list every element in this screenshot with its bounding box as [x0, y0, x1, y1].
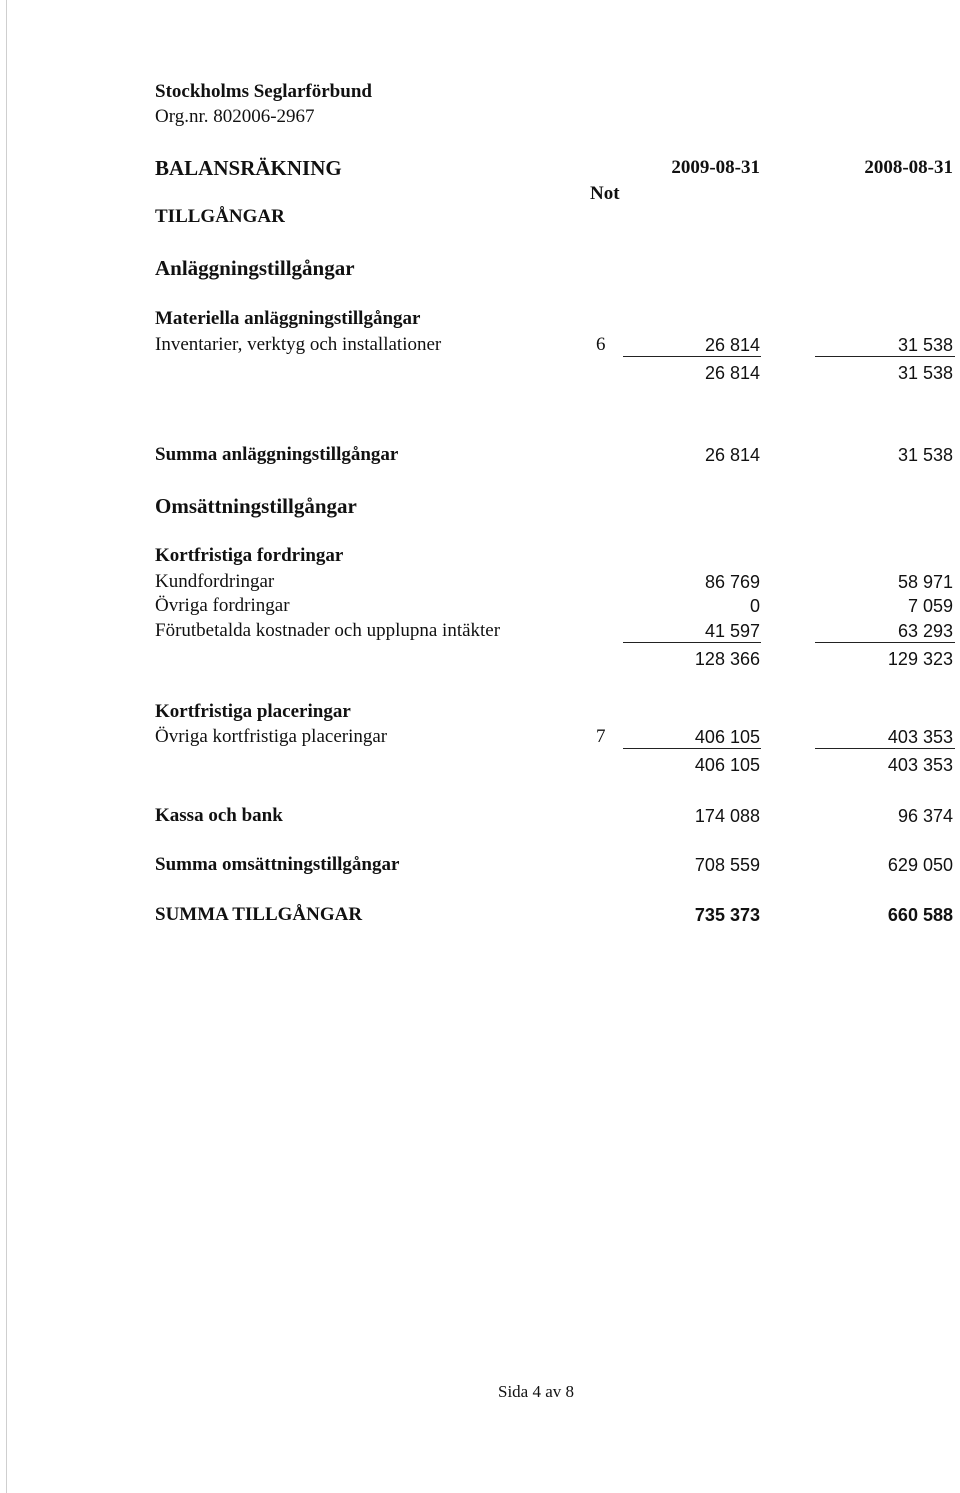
tangible-assets-heading: Materiella anläggningstillgångar [155, 308, 421, 329]
page-number: Sida 4 av 8 [498, 1382, 575, 1401]
column-header-2009: 2009-08-31 [671, 157, 760, 178]
subtotal-2009: 26 814 [704, 363, 760, 383]
org-nr: Org.nr. 802006-2967 [155, 106, 315, 127]
underline [623, 748, 761, 749]
fixed-assets-heading: Anläggningstillgångar [155, 256, 355, 280]
column-header-not: Not [590, 183, 620, 204]
current-assets-total-label: Summa omsättningstillgångar [155, 854, 400, 875]
underline [815, 748, 955, 749]
cash-2009: 174 088 [694, 806, 760, 826]
row-label-ovriga-fordringar: Övriga fordringar [155, 595, 290, 616]
underline [815, 356, 955, 357]
value-2009: 41 597 [704, 621, 760, 641]
column-header-2008: 2008-08-31 [864, 157, 953, 178]
subtotal-2008: 129 323 [887, 649, 953, 669]
total-assets-2009: 735 373 [694, 905, 760, 925]
receivables-heading: Kortfristiga fordringar [155, 545, 344, 566]
row-label-ovriga-placeringar: Övriga kortfristiga placeringar [155, 726, 388, 747]
value-2008: 403 353 [887, 727, 953, 747]
value-2008: 7 059 [907, 596, 953, 616]
row-label-inventarier: Inventarier, verktyg och installationer [155, 334, 442, 355]
fixed-assets-total-label: Summa anläggningstillgångar [155, 444, 399, 465]
note-ref-6: 6 [596, 334, 606, 355]
fixed-assets-total-2009: 26 814 [704, 445, 760, 465]
org-name: Stockholms Seglarförbund [155, 81, 372, 102]
current-assets-heading: Omsättningstillgångar [155, 494, 357, 518]
page-edge [6, 0, 7, 1493]
investments-heading: Kortfristiga placeringar [155, 701, 351, 722]
total-assets-2008: 660 588 [887, 905, 953, 925]
value-2008: 31 538 [897, 335, 953, 355]
underline [815, 642, 955, 643]
value-2008: 63 293 [897, 621, 953, 641]
value-2009: 86 769 [704, 572, 760, 592]
cash-label: Kassa och bank [155, 805, 283, 826]
row-label-forutbetalda: Förutbetalda kostnader och upplupna intäkter [155, 620, 501, 641]
row-label-kundfordringar: Kundfordringar [155, 571, 275, 592]
current-assets-total-2009: 708 559 [694, 855, 760, 875]
current-assets-total-2008: 629 050 [887, 855, 953, 875]
underline [623, 642, 761, 643]
value-2009: 26 814 [704, 335, 760, 355]
subtotal-2009: 128 366 [694, 649, 760, 669]
page-title: BALANSRÄKNING [155, 156, 342, 180]
total-assets-label: SUMMA TILLGÅNGAR [155, 904, 363, 925]
subtotal-2008: 31 538 [897, 363, 953, 383]
note-ref-7: 7 [596, 726, 606, 747]
fixed-assets-total-2008: 31 538 [897, 445, 953, 465]
assets-heading: TILLGÅNGAR [155, 206, 285, 227]
underline [623, 356, 761, 357]
subtotal-2008: 403 353 [887, 755, 953, 775]
value-2009: 0 [749, 596, 760, 616]
subtotal-2009: 406 105 [694, 755, 760, 775]
value-2008: 58 971 [897, 572, 953, 592]
cash-2008: 96 374 [897, 806, 953, 826]
value-2009: 406 105 [694, 727, 760, 747]
